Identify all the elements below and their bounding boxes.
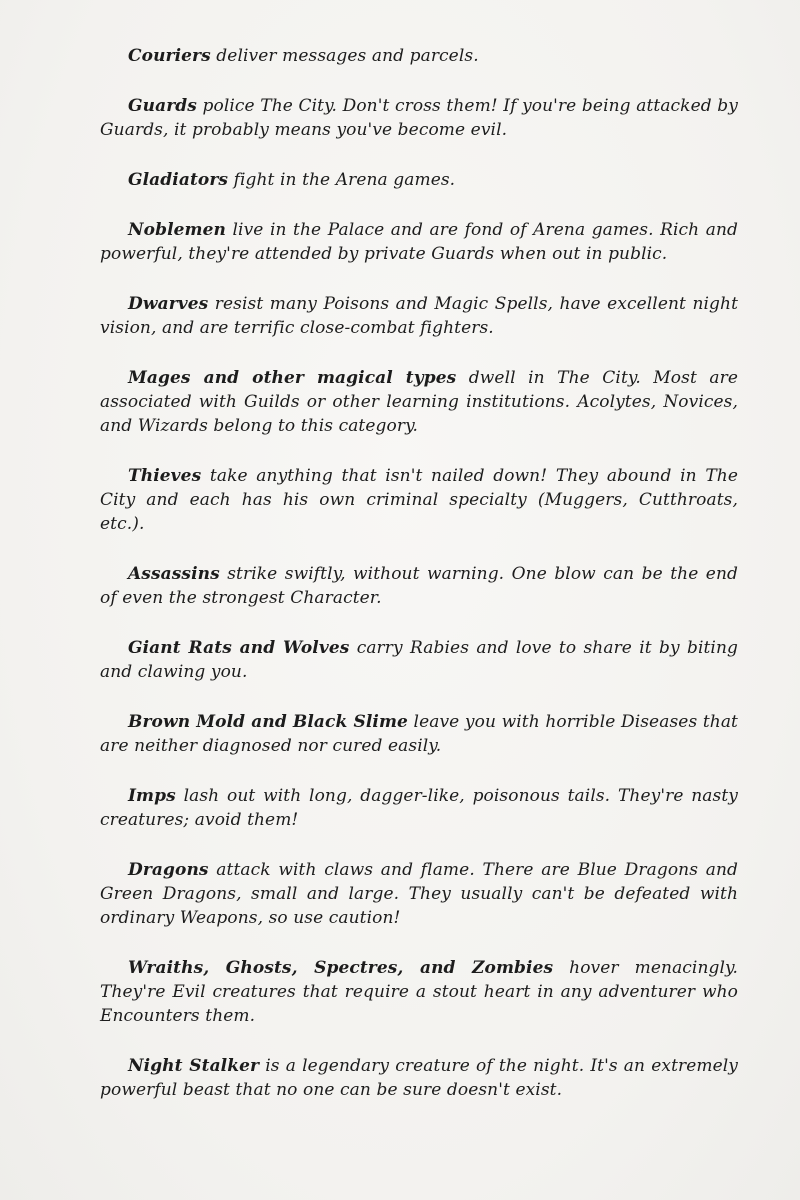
entry-gladiators (100, 168, 738, 192)
entry-description: attack with claws and flame. There are Blue Dragons and Green Dragons, small and large. They usually can't be defeated with ordinary Weapons, so use caution! (100, 860, 738, 928)
entry-description: take anything that isn't nailed down! They abound in The City and each has his own criminal specialty (Muggers, Cutthroats, etc.). (100, 466, 738, 534)
entry-description: dwell in The City. Most are associated with Guilds or other learning institutions. Acolytes, Novices, and Wizards belong to this category. (100, 368, 738, 436)
entry-name: Thieves (128, 466, 202, 486)
entry-name: Night Stalker (128, 1056, 260, 1076)
entry-name: Noblemen (128, 220, 227, 240)
entry-description: lash out with long, dagger-like, poisonous tails. They're nasty creatures; avoid them! (100, 786, 738, 830)
entry-name: Brown Mold and Black Slime (128, 712, 408, 732)
entry-name: Dragons (128, 860, 209, 880)
entry-night-stalker (100, 1054, 738, 1102)
entry-giant-rats-wolves (100, 636, 738, 684)
entry-description: leave you with horrible Diseases that are neither diagnosed nor cured easily. (100, 712, 738, 756)
entry-name: Guards (128, 96, 197, 116)
entry-name: Imps (128, 786, 176, 806)
entry-undead (100, 956, 738, 1028)
entry-name: Couriers (128, 46, 211, 66)
entry-name: Mages and other magical types (128, 368, 457, 388)
entry-description: strike swiftly, without warning. One blow can be the end of even the strongest Character. (100, 564, 738, 608)
entry-description: fight in the Arena games. (228, 170, 456, 190)
entry-mold-slime (100, 710, 738, 758)
entry-dragons (100, 858, 738, 930)
entry-name: Dwarves (128, 294, 209, 314)
entry-assassins (100, 562, 738, 610)
entry-couriers (100, 44, 738, 68)
entry-thieves (100, 464, 738, 536)
entry-mages (100, 366, 738, 438)
entry-name: Gladiators (128, 170, 229, 190)
entry-imps (100, 784, 738, 832)
entry-dwarves (100, 292, 738, 340)
entry-name: Giant Rats and Wolves (128, 638, 350, 658)
entry-guards (100, 94, 738, 142)
entry-description: hover menacingly. They're Evil creatures that require a stout heart in any adventurer who Encounters them. (100, 958, 738, 1026)
entry-noblemen (100, 218, 738, 266)
entry-description: police The City. Don't cross them! If you're being attacked by Guards, it probably means you've become evil. (100, 96, 738, 140)
entry-description: carry Rabies and love to share it by biting and clawing you. (100, 638, 738, 682)
entry-description: deliver messages and parcels. (210, 46, 479, 66)
entry-description: is a legendary creature of the night. It's an extremely powerful beast that no one can be sure doesn't exist. (100, 1056, 739, 1100)
entry-name: Wraiths, Ghosts, Spectres, and Zombies (128, 958, 554, 978)
entry-description: live in the Palace and are fond of Arena games. Rich and powerful, they're attended by private Guards when out in public. (100, 220, 738, 264)
entry-name: Assassins (128, 564, 220, 584)
entry-description: resist many Poisons and Magic Spells, have excellent night vision, and are terrific close-combat fighters. (100, 294, 738, 338)
